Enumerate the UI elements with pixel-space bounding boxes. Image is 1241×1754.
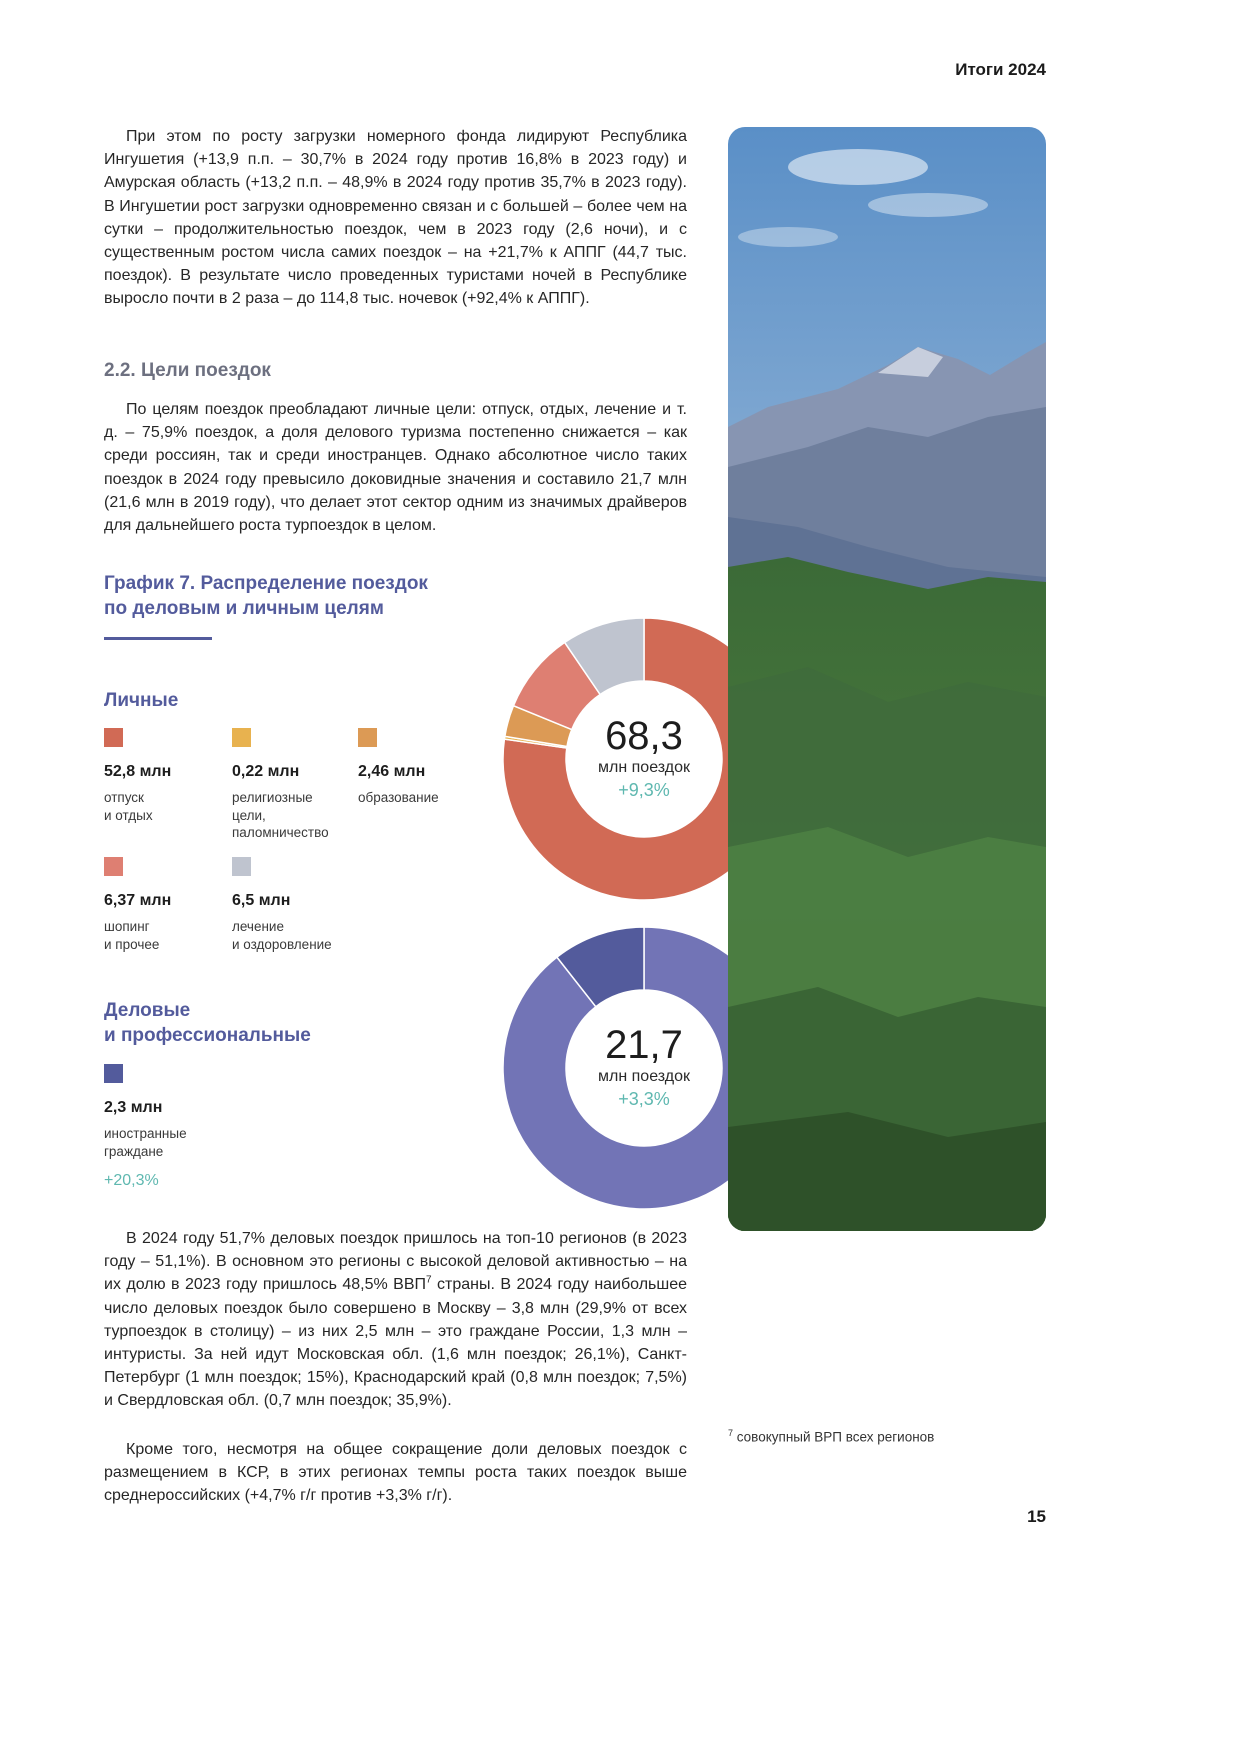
donut-unit-personal: млн поездок xyxy=(598,759,690,776)
footnote-marker: 7 xyxy=(426,1275,432,1287)
legend-swatch-health xyxy=(232,857,251,876)
legend-swatch-foreign xyxy=(104,1064,123,1083)
legend-item-vacation xyxy=(104,728,232,824)
legend-swatch-shopping xyxy=(104,857,123,876)
legend-desc-line: граждане xyxy=(104,1143,164,1159)
legend-desc-line: цели, xyxy=(232,807,266,823)
business-group-heading xyxy=(104,998,311,1048)
report-title: Итоги 2024 xyxy=(955,60,1046,79)
legend-desc-shopping xyxy=(104,918,232,953)
paragraph-top-regions-part-1: В 2024 году 51,7% деловых поездок пришлось на топ-10 регионов (в 2023 году – 51,1%). В основном это регионы с высокой деловой активностью – на их долю в 2023 году пришлось 48,5% ВВП xyxy=(104,1230,687,1294)
legend-item-education xyxy=(358,728,486,807)
chart-title-underline xyxy=(104,637,212,640)
legend-item-health xyxy=(232,857,360,953)
legend-value-education: 2,46 млн xyxy=(358,763,426,780)
donut-change-business: +3,3% xyxy=(618,1089,670,1109)
paragraph-top-regions-part-2: страны. В 2024 году наибольшее число деловых поездок было совершено в Москву – 3,8 млн (29,9% от всех турпоездок в столицу) – из них 2,5 млн – это граждане России, 1,3 млн – интуристы. За ней идут Московская обл. (1,6 млн поездок; 26,1%), Санкт-Петербург (1 млн поездок; 15%), Краснодарский край (0,8 млн поездок; 7,5%) и Свердловская обл. (0,7 млн поездок; 35,9%). xyxy=(104,1276,688,1410)
landscape-photo xyxy=(728,127,1046,1231)
legend-desc-line: образование xyxy=(358,790,439,805)
page-number: 15 xyxy=(1027,1507,1046,1526)
legend-value-shopping: 6,37 млн xyxy=(104,892,172,909)
personal-group-heading: Личные xyxy=(104,690,179,711)
legend-item-foreign xyxy=(104,1064,232,1190)
donut-total-personal: 68,3 xyxy=(605,714,683,758)
business-heading-line-1: Деловые xyxy=(104,1000,191,1021)
chart-title-line-2: по деловым и личным целям xyxy=(104,598,384,619)
legend-swatch-religious xyxy=(232,728,251,747)
legend-desc-health xyxy=(232,918,360,953)
legend-desc-line: лечение xyxy=(232,919,284,934)
footnote xyxy=(728,1428,934,1445)
footnote-number: 7 xyxy=(728,1428,734,1438)
chart-title xyxy=(104,571,428,621)
legend-value-health: 6,5 млн xyxy=(232,892,291,909)
footnote-text: совокупный ВРП всех регионов xyxy=(733,1429,935,1445)
legend-desc-line: паломничество xyxy=(232,825,329,840)
legend-desc-foreign xyxy=(104,1125,232,1160)
section-heading: 2.2. Цели поездок xyxy=(104,360,271,381)
donut-unit-business: млн поездок xyxy=(598,1068,690,1085)
legend-change-foreign: +20,3% xyxy=(104,1172,159,1189)
legend-desc-line: и отдых xyxy=(104,807,153,823)
legend-desc-vacation xyxy=(104,789,232,824)
legend-value-vacation: 52,8 млн xyxy=(104,763,172,780)
legend-swatch-vacation xyxy=(104,728,123,747)
legend-value-religious: 0,22 млн xyxy=(232,763,300,780)
paragraph-room-occupancy: При этом по росту загрузки номерного фонда лидируют Республика Ингушетия (+13,9 п.п. – 30,7% в 2024 году против 16,8% в 2023 году) и Амурская область (+13,2 п.п. – 48,9% в 2024 году против 35,7% в 2023 году). В Ингушетии рост загрузки одновременно связан и с большей – более чем на сутки – продолжительностью поездок, чем в 2023 году (2,6 ночи), и с существенным ростом числа самих поездок – на +21,7% к АППГ (44,7 тыс. поездок). В результате число проведенных туристами ночей в Республике выросло почти в 2 раза – до 114,8 тыс. ночевок (+92,4% к АППГ). xyxy=(104,128,687,308)
paragraph-top-regions xyxy=(104,1227,687,1413)
paragraph-growth-rates: Кроме того, несмотря на общее сокращение доли деловых поездок с размещением в КСР, в этих регионах темпы роста таких поездок выше среднероссийских (+4,7% г/г против +3,3% г/г). xyxy=(104,1441,687,1505)
donut-change-personal: +9,3% xyxy=(618,780,670,800)
mountain-landscape-image xyxy=(728,127,1046,1231)
chart-title-line-1: График 7. Распределение поездок xyxy=(104,573,428,594)
legend-item-religious xyxy=(232,728,360,842)
legend-desc-line: и оздоровление xyxy=(232,936,332,952)
legend-item-shopping xyxy=(104,857,232,953)
donut-total-business: 21,7 xyxy=(605,1023,683,1067)
legend-desc-religious xyxy=(232,789,360,842)
legend-desc-education xyxy=(358,789,486,807)
legend-desc-line: и прочее xyxy=(104,936,160,952)
legend-desc-line: иностранные xyxy=(104,1126,187,1141)
legend-desc-line: отпуск xyxy=(104,790,144,805)
legend-desc-line: шопинг xyxy=(104,919,150,934)
paragraph-trip-purposes: По целям поездок преобладают личные цели: отпуск, отдых, лечение и т. д. – 75,9% поездок, а доля делового туризма постепенно снижается – как среди россиян, так и среди иностранцев. Однако абсолютное число таких поездок в 2024 году превысило доковидные значения и составило 21,7 млн (21,6 млн в 2019 году), что делает этот сектор одним из значимых драйверов для дальнейшего роста турпоездок в целом. xyxy=(104,401,687,535)
business-heading-line-2: и профессиональные xyxy=(104,1025,311,1046)
legend-value-foreign: 2,3 млн xyxy=(104,1099,163,1116)
legend-swatch-education xyxy=(358,728,377,747)
legend-desc-line: религиозные xyxy=(232,790,313,805)
